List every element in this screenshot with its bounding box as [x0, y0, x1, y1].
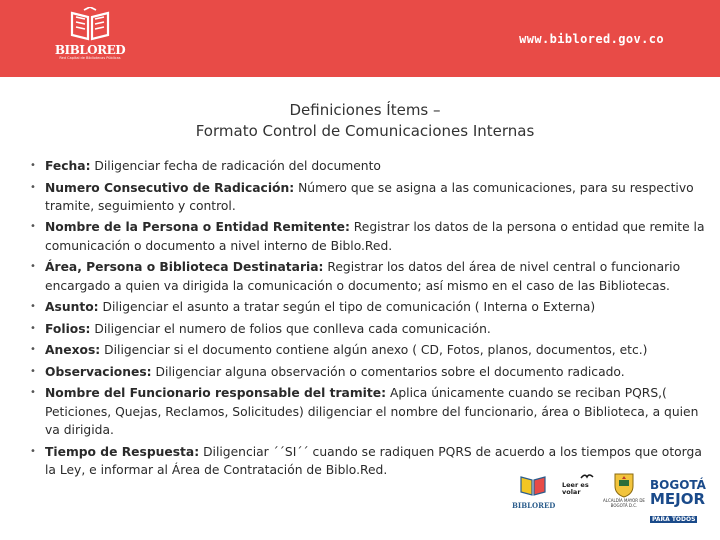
item-text: Registrar los datos de la persona o entidad que remite la comunicación o documento a nivel interno de Biblo.Red.: [45, 220, 705, 253]
list-item: [30, 363, 710, 381]
list-item: [30, 218, 710, 255]
footer-biblored-logo: [512, 473, 554, 510]
title-line-2: Formato Control de Comunicaciones Internas: [195, 122, 535, 140]
item-term: Observaciones:: [45, 364, 152, 379]
list-item: [30, 179, 710, 216]
bullet: •: [30, 344, 36, 356]
item-text: Aplica únicamente cuando se reciban PQRS,( Peticiones, Quejas, Reclamos, Solicitudes) diligenciar el nombre del funcionario, área o Biblioteca, a quien va dirigida.: [45, 386, 699, 438]
item-text: Registrar los datos del área de nivel central o funcionario encargado a quien va dirigida la comunicación o documento; así mismo en el caso de las Bibliotecas.: [45, 260, 681, 293]
logo-subtext: Red Capital de Bibliotecas Públicas: [59, 56, 121, 60]
para-todos-text: PARA TODOS: [652, 516, 696, 523]
item-term: Numero Consecutivo de Radicación:: [45, 180, 295, 195]
bullet: •: [30, 181, 36, 193]
item-term: Anexos:: [45, 343, 101, 358]
open-book-icon: [68, 7, 112, 43]
bullet: •: [30, 221, 36, 233]
item-term: Área, Persona o Biblioteca Destinataria:: [45, 260, 324, 275]
list-item: [30, 258, 710, 295]
bullet: •: [30, 322, 36, 334]
item-text: Diligenciar alguna observación o comentarios sobre el documento radicado.: [151, 364, 625, 379]
list-item: [30, 157, 710, 175]
logo-wordmark: BIBLORED: [54, 43, 126, 57]
bullet: •: [30, 261, 36, 273]
bogota-text: BOGOTÁ: [650, 478, 706, 492]
bullet: •: [30, 445, 36, 457]
item-term: Fecha:: [45, 159, 91, 173]
item-term: Tiempo de Respuesta:: [45, 444, 200, 459]
alcaldia-logo: [602, 472, 646, 508]
page-title: [0, 100, 720, 142]
item-term: Nombre de la Persona o Entidad Remitente:: [45, 220, 350, 235]
item-text: Diligenciar ´´SI´´ cuando se radiquen PQRS de acuerdo a los tiempos que otorga la Ley, e informar al Área de Contratación de Biblo.Red.: [45, 444, 702, 477]
bullet: •: [30, 301, 36, 313]
book-icon: [518, 473, 548, 497]
bullet: •: [30, 160, 36, 171]
list-item: [30, 341, 710, 359]
definitions-list: [30, 157, 710, 482]
item-term: Asunto:: [45, 300, 99, 315]
footer-biblored-text: BIBLORED: [512, 501, 556, 510]
list-item: [30, 298, 710, 316]
footer-logos: [510, 470, 710, 522]
leer-text: Leer es volar: [562, 481, 589, 496]
bullet: •: [30, 387, 36, 399]
header-bar: [0, 0, 720, 77]
item-term: Folios:: [45, 321, 91, 336]
mejor-text: MEJOR: [650, 490, 706, 508]
list-item: [30, 384, 710, 439]
list-item: [30, 320, 710, 338]
website-url[interactable]: www.biblored.gov.co: [519, 32, 664, 46]
item-text: Diligenciar fecha de radicación del documento: [90, 159, 381, 173]
item-term: Nombre del Funcionario responsable del tramite:: [45, 386, 387, 401]
alcaldia-text: ALCALDÍA MAYOR DE BOGOTÁ D.C.: [603, 498, 645, 508]
bullet: •: [30, 365, 36, 377]
item-text: Diligenciar el asunto a tratar según el tipo de comunicación ( Interna o Externa): [98, 300, 596, 315]
biblored-logo: [50, 7, 130, 71]
item-text: Diligenciar si el documento contiene algún anexo ( CD, Fotos, planos, documentos, etc.): [100, 343, 648, 358]
bogota-mejor-logo: [650, 478, 710, 523]
item-text: Diligenciar el numero de folios que conlleva cada comunicación.: [90, 321, 491, 336]
title-line-1: Definiciones Ítems –: [289, 101, 441, 119]
leer-es-volar-logo: [562, 472, 598, 496]
item-text: Número que se asigna a las comunicaciones, para su respectivo tramite, seguimiento y control.: [45, 180, 694, 213]
coat-of-arms-icon: [613, 472, 635, 498]
